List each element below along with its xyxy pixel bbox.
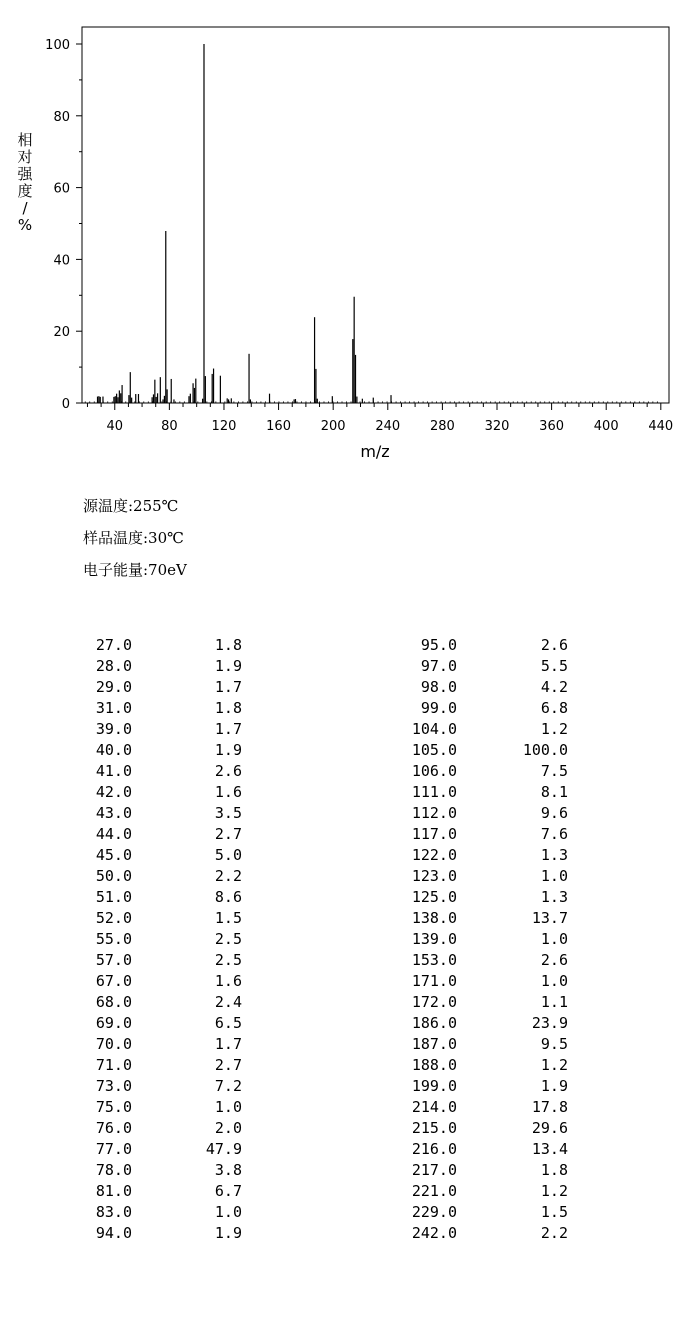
mz-value: 71.0 (95, 1056, 132, 1074)
x-axis (87, 403, 673, 434)
mz-value: 39.0 (95, 720, 132, 738)
intensity-value: 2.6 (540, 636, 568, 654)
intensity-value: 7.2 (214, 1077, 242, 1095)
table-row (340, 1202, 600, 1223)
x-tick-label: 360 (539, 419, 565, 434)
mz-value: 98.0 (420, 678, 457, 696)
intensity-value: 8.6 (214, 888, 242, 906)
table-row (0, 845, 260, 866)
table-row (340, 1181, 600, 1202)
table-row (340, 1118, 600, 1139)
mz-value: 105.0 (411, 741, 457, 759)
table-row (340, 656, 600, 677)
mz-value: 125.0 (411, 888, 457, 906)
table-row (340, 1160, 600, 1181)
mz-value: 214.0 (411, 1098, 457, 1116)
x-tick-label: 40 (106, 419, 124, 434)
table-row (0, 992, 260, 1013)
intensity-value: 5.5 (540, 657, 568, 675)
intensity-value: 1.9 (540, 1077, 568, 1095)
y-axis-label-char: 度 (17, 182, 33, 200)
table-row (340, 698, 600, 719)
mz-value: 199.0 (411, 1077, 457, 1095)
intensity-value: 2.7 (214, 825, 242, 843)
intensity-value: 9.5 (540, 1035, 568, 1053)
mz-value: 27.0 (95, 636, 132, 654)
peak-table-right (340, 635, 600, 1244)
mz-value: 73.0 (95, 1077, 132, 1095)
x-tick-label: 160 (266, 419, 291, 434)
x-tick-label: 80 (161, 419, 178, 434)
mz-value: 68.0 (95, 993, 132, 1011)
table-row (0, 719, 260, 740)
table-row (0, 929, 260, 950)
mz-value: 42.0 (95, 783, 132, 801)
table-row (340, 866, 600, 887)
intensity-value: 1.7 (214, 678, 242, 696)
table-row (340, 1055, 600, 1076)
intensity-value: 1.1 (540, 993, 568, 1011)
table-row (340, 971, 600, 992)
x-tick-label: 400 (593, 419, 619, 434)
mz-value: 242.0 (411, 1224, 457, 1242)
y-tick-label: 100 (45, 38, 70, 53)
mz-value: 187.0 (411, 1035, 457, 1053)
table-row (340, 1013, 600, 1034)
mz-value: 188.0 (411, 1056, 457, 1074)
intensity-value: 1.0 (214, 1098, 242, 1116)
table-row (340, 845, 600, 866)
table-row (0, 1223, 260, 1244)
mz-value: 112.0 (411, 804, 457, 822)
table-row (340, 635, 600, 656)
table-row (0, 740, 260, 761)
y-axis-label-char: % (17, 216, 33, 234)
plot-frame (82, 27, 669, 403)
mz-value: 216.0 (411, 1140, 457, 1158)
y-tick-label: 0 (61, 397, 70, 412)
intensity-value: 2.0 (214, 1119, 242, 1137)
intensity-value: 29.6 (531, 1119, 568, 1137)
intensity-value: 3.8 (214, 1161, 242, 1179)
mz-value: 78.0 (95, 1161, 132, 1179)
mz-value: 217.0 (411, 1161, 457, 1179)
intensity-value: 1.9 (214, 657, 242, 675)
mz-value: 83.0 (95, 1203, 132, 1221)
table-row (0, 1097, 260, 1118)
mz-value: 28.0 (95, 657, 132, 675)
y-axis (45, 38, 82, 412)
table-row (0, 635, 260, 656)
table-row (0, 677, 260, 698)
mz-value: 215.0 (411, 1119, 457, 1137)
intensity-value: 1.5 (540, 1203, 568, 1221)
intensity-value: 2.2 (540, 1224, 568, 1242)
mz-value: 153.0 (411, 951, 457, 969)
y-tick-label: 60 (53, 181, 70, 197)
table-row (0, 803, 260, 824)
mz-value: 94.0 (95, 1224, 132, 1242)
intensity-value: 17.8 (531, 1098, 568, 1116)
condition-line: 样品温度:30℃ (83, 529, 184, 547)
intensity-value: 1.8 (214, 636, 242, 654)
condition-line: 源温度:255℃ (83, 497, 179, 515)
intensity-value: 2.6 (540, 951, 568, 969)
table-row (0, 971, 260, 992)
mz-value: 97.0 (420, 657, 457, 675)
table-row (0, 866, 260, 887)
intensity-value: 1.3 (540, 888, 568, 906)
condition-line: 电子能量:70eV (83, 561, 187, 579)
y-axis-label-char: 对 (17, 148, 33, 166)
table-row (340, 677, 600, 698)
y-axis-label-char: / (22, 199, 28, 217)
mz-value: 31.0 (95, 699, 132, 717)
table-row (340, 1139, 600, 1160)
table-row (0, 887, 260, 908)
table-row (340, 929, 600, 950)
intensity-value: 1.3 (540, 846, 568, 864)
intensity-value: 1.2 (540, 1182, 568, 1200)
mz-value: 171.0 (411, 972, 457, 990)
mz-value: 95.0 (420, 636, 457, 654)
table-row (340, 782, 600, 803)
mz-value: 104.0 (411, 720, 457, 738)
table-row (340, 908, 600, 929)
table-row (340, 803, 600, 824)
mz-value: 81.0 (95, 1182, 132, 1200)
x-tick-label: 320 (484, 419, 510, 434)
intensity-value: 1.0 (540, 972, 568, 990)
mz-value: 172.0 (411, 993, 457, 1011)
intensity-value: 47.9 (205, 1140, 242, 1158)
table-row (340, 1076, 600, 1097)
intensity-value: 1.5 (214, 909, 242, 927)
intensity-value: 100.0 (522, 741, 568, 759)
mz-value: 41.0 (95, 762, 132, 780)
table-row (0, 1202, 260, 1223)
mz-value: 75.0 (95, 1098, 132, 1116)
table-row (340, 740, 600, 761)
mz-value: 122.0 (411, 846, 457, 864)
peaks (85, 44, 657, 403)
table-row (340, 824, 600, 845)
table-row (340, 950, 600, 971)
peak-table-left (0, 635, 260, 1244)
intensity-value: 8.1 (540, 783, 568, 801)
mz-value: 69.0 (95, 1014, 132, 1032)
mz-value: 52.0 (95, 909, 132, 927)
intensity-value: 1.0 (214, 1203, 242, 1221)
mz-value: 67.0 (95, 972, 132, 990)
intensity-value: 2.5 (214, 951, 242, 969)
intensity-value: 7.6 (540, 825, 568, 843)
intensity-value: 1.8 (214, 699, 242, 717)
table-row (0, 824, 260, 845)
table-row (0, 1139, 260, 1160)
table-row (340, 719, 600, 740)
intensity-value: 9.6 (540, 804, 568, 822)
table-row (0, 1160, 260, 1181)
mz-value: 117.0 (411, 825, 457, 843)
intensity-value: 23.9 (531, 1014, 568, 1032)
table-row (0, 782, 260, 803)
mz-value: 70.0 (95, 1035, 132, 1053)
mz-value: 99.0 (420, 699, 457, 717)
mz-value: 50.0 (95, 867, 132, 885)
table-row (340, 761, 600, 782)
intensity-value: 2.7 (214, 1056, 242, 1074)
table-row (0, 1118, 260, 1139)
mz-value: 44.0 (95, 825, 132, 843)
mz-value: 221.0 (411, 1182, 457, 1200)
mz-value: 55.0 (95, 930, 132, 948)
intensity-value: 1.6 (214, 972, 242, 990)
x-axis-label: m/z (360, 442, 390, 461)
intensity-value: 1.8 (540, 1161, 568, 1179)
mz-value: 111.0 (411, 783, 457, 801)
intensity-value: 1.6 (214, 783, 242, 801)
intensity-value: 6.7 (214, 1182, 242, 1200)
table-row (0, 1034, 260, 1055)
table-row (340, 887, 600, 908)
intensity-value: 7.5 (540, 762, 568, 780)
x-tick-label: 440 (648, 419, 674, 434)
intensity-value: 1.0 (540, 930, 568, 948)
mass-spectrum-chart (0, 0, 687, 470)
table-row (340, 1097, 600, 1118)
table-row (0, 1181, 260, 1202)
intensity-value: 5.0 (214, 846, 242, 864)
intensity-value: 6.8 (540, 699, 568, 717)
y-tick-label: 40 (53, 253, 70, 269)
mz-value: 51.0 (95, 888, 132, 906)
mz-value: 29.0 (95, 678, 132, 696)
intensity-value: 1.7 (214, 1035, 242, 1053)
intensity-value: 2.2 (214, 867, 242, 885)
mz-value: 40.0 (95, 741, 132, 759)
intensity-value: 13.4 (531, 1140, 568, 1158)
mz-value: 45.0 (95, 846, 132, 864)
intensity-value: 1.2 (540, 1056, 568, 1074)
intensity-value: 2.5 (214, 930, 242, 948)
intensity-value: 2.4 (214, 993, 242, 1011)
table-row (0, 656, 260, 677)
mz-value: 77.0 (95, 1140, 132, 1158)
table-row (0, 1055, 260, 1076)
mz-value: 123.0 (411, 867, 457, 885)
intensity-value: 2.6 (214, 762, 242, 780)
y-axis-label (17, 131, 33, 234)
intensity-value: 1.0 (540, 867, 568, 885)
table-row (0, 698, 260, 719)
mz-value: 106.0 (411, 762, 457, 780)
y-tick-label: 20 (53, 325, 70, 341)
x-tick-label: 200 (320, 419, 346, 434)
x-tick-label: 280 (429, 419, 455, 434)
intensity-value: 4.2 (540, 678, 568, 696)
mz-value: 76.0 (95, 1119, 132, 1137)
x-tick-label: 240 (375, 419, 401, 434)
intensity-value: 1.9 (214, 741, 242, 759)
intensity-value: 1.2 (540, 720, 568, 738)
table-row (340, 1034, 600, 1055)
mz-value: 139.0 (411, 930, 457, 948)
table-row (0, 1076, 260, 1097)
mz-value: 138.0 (411, 909, 457, 927)
intensity-value: 1.9 (214, 1224, 242, 1242)
intensity-value: 13.7 (531, 909, 568, 927)
table-row (0, 761, 260, 782)
y-axis-label-char: 强 (17, 165, 33, 183)
mz-value: 229.0 (411, 1203, 457, 1221)
intensity-value: 1.7 (214, 720, 242, 738)
y-axis-label-char: 相 (17, 131, 33, 149)
mz-value: 57.0 (95, 951, 132, 969)
mz-value: 186.0 (411, 1014, 457, 1032)
intensity-value: 3.5 (214, 804, 242, 822)
intensity-value: 6.5 (214, 1014, 242, 1032)
y-tick-label: 80 (53, 109, 70, 125)
table-row (0, 908, 260, 929)
table-row (340, 992, 600, 1013)
x-tick-label: 120 (211, 419, 237, 434)
table-row (0, 1013, 260, 1034)
table-row (340, 1223, 600, 1244)
table-row (0, 950, 260, 971)
mz-value: 43.0 (95, 804, 132, 822)
